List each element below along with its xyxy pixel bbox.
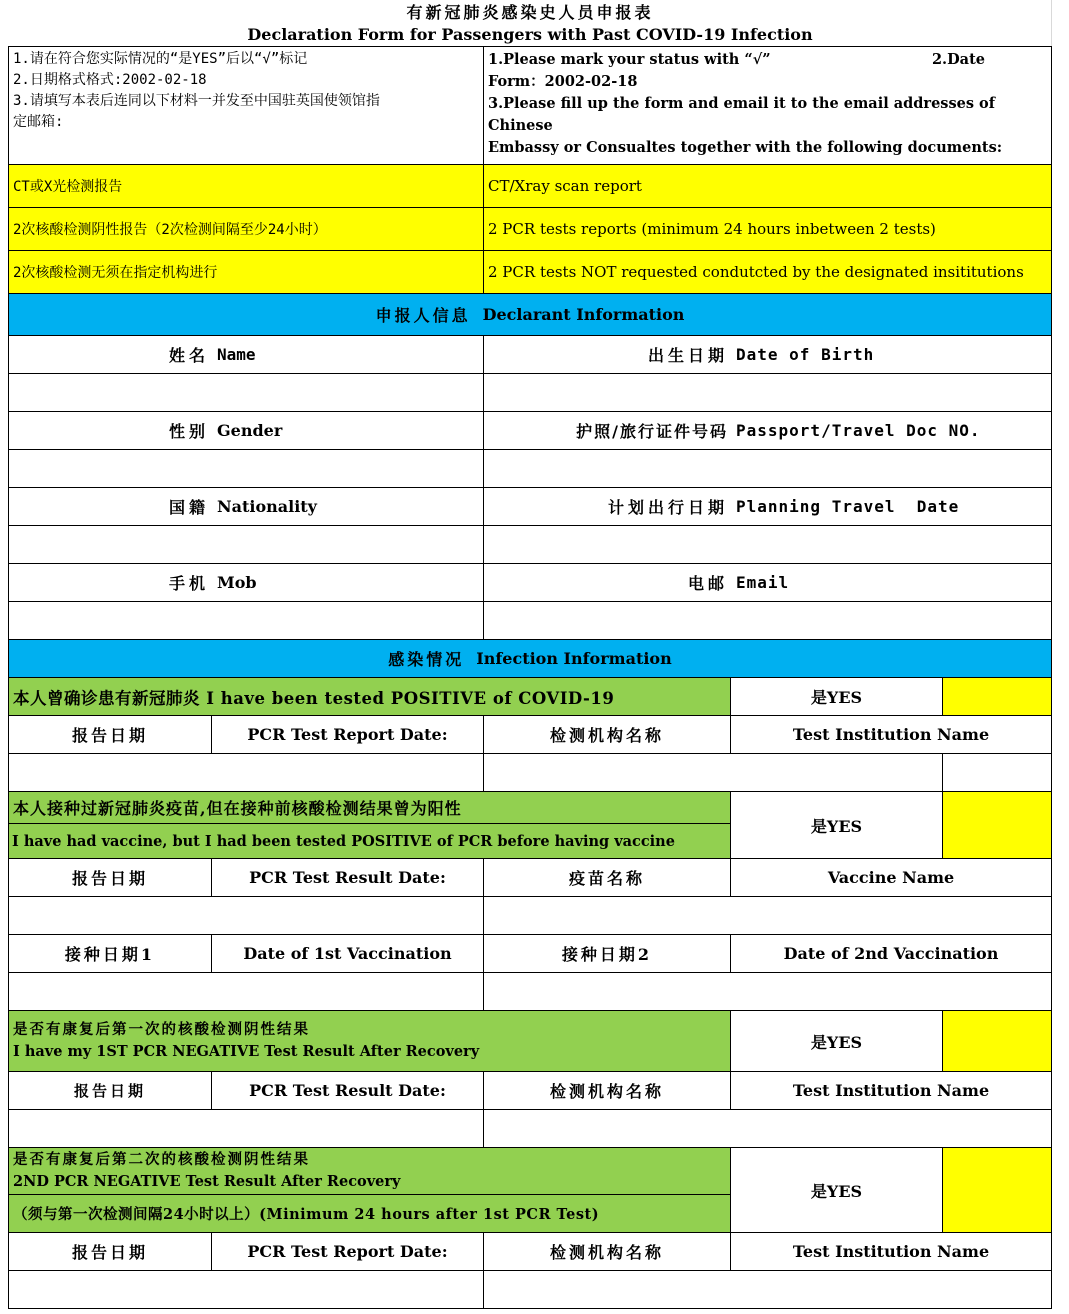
section4-yes-label: 是YES [730,1147,943,1233]
section1-statement: 本人曾确诊患有新冠肺炎 I have been tested POSITIVE of COVID-19 [8,677,731,716]
section1-col-report-date-en: PCR Test Report Date: [211,715,484,754]
section3-statement-en: I have my 1ST PCR NEGATIVE Test Result After Recovery [13,1043,480,1060]
section2-col-vacc1-zh: 接种日期1 [8,934,212,973]
infection-header-zh: 感染情况 [388,650,465,669]
dob-input[interactable] [483,373,1052,412]
field-nationality-en: Nationality [217,497,317,516]
section2-col-vacc1-en: Date of 1st Vaccination [211,934,484,973]
instruction-zh-4: 定邮箱: [13,114,64,130]
section2-col-report-date-zh: 报告日期 [8,858,212,897]
section4-statement [8,1147,731,1195]
section1-col-institution-zh: 检测机构名称 [483,715,731,754]
instruction-en-1: 1.Please mark your status with “√” [488,51,771,68]
instructions-en [483,46,1052,165]
field-mob-label [8,563,484,602]
instruction-en-4: Embassy or Consualtes together with the following documents: [488,139,1003,156]
field-gender-zh: 性别 [168,422,209,441]
section1-col-report-date-zh: 报告日期 [8,715,212,754]
infection-section-header [8,639,1052,678]
field-travel-date-en: Planning Travel Date [736,497,960,516]
section2-yes-label: 是YES [730,791,943,859]
instruction-zh-2: 2.日期格式格式:2002-02-18 [13,72,207,88]
section4-statement-zh: 是否有康复后第二次的核酸检测阴性结果 [13,1151,310,1168]
field-passport-en: Passport/Travel Doc NO. [736,421,981,440]
field-name-label [8,335,484,374]
declarant-header-zh: 申报人信息 [375,306,471,325]
infection-header-en: Infection Information [476,649,672,668]
document-zh-2: 2次核酸检测阴性报告（2次检测间隔至少24小时） [8,207,484,251]
section3-institution-input[interactable] [483,1109,1052,1148]
document-zh-3: 2次核酸检测无须在指定机构进行 [8,250,484,294]
section4-institution-input[interactable] [483,1270,1052,1309]
nationality-input[interactable] [8,525,484,564]
mob-input[interactable] [8,601,484,640]
section3-col-report-date-en: PCR Test Result Date: [211,1071,484,1110]
field-dob-label [483,335,1052,374]
section2-col-report-date-en: PCR Test Result Date: [211,858,484,897]
section2-col-vacc2-zh: 接种日期2 [483,934,731,973]
section2-statement-en: I have had vaccine, but I had been tested POSITIVE of PCR before having vaccine [8,823,731,859]
declarant-header-en: Declarant Information [482,305,685,324]
section4-col-institution-zh: 检测机构名称 [483,1232,731,1271]
section1-institution-input[interactable] [483,753,943,792]
section1-yes-checkbox[interactable] [942,677,1052,716]
email-input[interactable] [483,601,1052,640]
field-name-zh: 姓名 [168,346,209,365]
field-passport-zh: 护照/旅行证件号码 [576,422,728,441]
travel-date-input[interactable] [483,525,1052,564]
section2-col-vacc2-en: Date of 2nd Vaccination [730,934,1052,973]
document-en-2: 2 PCR tests reports (minimum 24 hours inbetween 2 tests) [483,207,1052,251]
section2-vaccine-input[interactable] [483,896,1052,935]
field-email-zh: 电邮 [687,574,728,593]
section2-col-vaccine-zh: 疫苗名称 [483,858,731,897]
gender-input[interactable] [8,449,484,488]
document-en-1: CT/Xray scan report [483,164,1052,208]
passport-input[interactable] [483,449,1052,488]
section3-yes-checkbox[interactable] [942,1010,1052,1072]
section1-blank-cell [942,753,1052,792]
instruction-zh-1: 1.请在符合您实际情况的“是YES”后以“√”标记 [13,51,308,67]
form-title-zh: 有新冠肺炎感染史人员申报表 [406,2,654,22]
section1-yes-label: 是YES [730,677,943,716]
section3-yes-label: 是YES [730,1010,943,1072]
section3-statement [8,1010,731,1072]
document-en-3: 2 PCR tests NOT requested condutcted by the designated insititutions [483,250,1052,294]
instruction-zh-3: 3.请填写本表后连同以下材料一并发至中国驻英国使领馆指 [13,93,380,109]
field-travel-date-label [483,487,1052,526]
field-nationality-zh: 国籍 [168,498,209,517]
section2-vacc1-input[interactable] [8,972,484,1011]
section4-statement-en: 2ND PCR NEGATIVE Test Result After Recovery [13,1173,401,1190]
section4-col-report-date-zh: 报告日期 [8,1232,212,1271]
field-travel-date-zh: 计划出行日期 [607,498,728,517]
field-gender-label [8,411,484,450]
section3-report-date-input[interactable] [8,1109,484,1148]
field-email-label [483,563,1052,602]
section2-vacc2-input[interactable] [483,972,1052,1011]
field-name-en: Name [217,345,256,364]
section3-col-institution-zh: 检测机构名称 [483,1071,731,1110]
section4-report-date-input[interactable] [8,1270,484,1309]
field-passport-label [483,411,1052,450]
section3-col-report-date-zh: 报告日期 [8,1071,212,1110]
section2-col-vaccine-en: Vaccine Name [730,858,1052,897]
instruction-en-2: Form：2002-02-18 [488,73,638,90]
field-nationality-label [8,487,484,526]
section4-yes-checkbox[interactable] [942,1147,1052,1233]
section2-report-date-input[interactable] [8,896,484,935]
form-title-en: Declaration Form for Passengers with Past COVID-19 Infection [247,24,813,44]
field-gender-en: Gender [217,421,283,440]
instruction-en-3: 3.Please fill up the form and email it to the email addresses of Chinese [488,95,995,134]
section4-col-report-date-en: PCR Test Report Date: [211,1232,484,1271]
section3-statement-zh: 是否有康复后第一次的核酸检测阴性结果 [13,1021,310,1038]
declarant-section-header [8,293,1052,336]
field-mob-en: Mob [217,573,257,592]
section1-report-date-input[interactable] [8,753,484,792]
field-mob-zh: 手机 [168,574,209,593]
section2-statement-zh: 本人接种过新冠肺炎疫苗,但在接种前核酸检测结果曾为阳性 [8,791,731,824]
section4-col-institution-en: Test Institution Name [730,1232,1052,1271]
section4-statement-note: （须与第一次检测间隔24小时以上）(Minimum 24 hours after 1st PCR Test) [8,1194,731,1233]
section1-col-institution-en: Test Institution Name [730,715,1052,754]
instructions-zh [8,46,484,165]
field-email-en: Email [736,573,790,592]
document-zh-1: CT或X光检测报告 [8,164,484,208]
field-dob-zh: 出生日期 [647,346,728,365]
instruction-en-date: 2.Date [931,51,985,68]
field-dob-en: Date of Birth [736,345,875,364]
section2-yes-checkbox[interactable] [942,791,1052,859]
section3-col-institution-en: Test Institution Name [730,1071,1052,1110]
name-input[interactable] [8,373,484,412]
instruction-en-row-1 [488,49,1047,71]
